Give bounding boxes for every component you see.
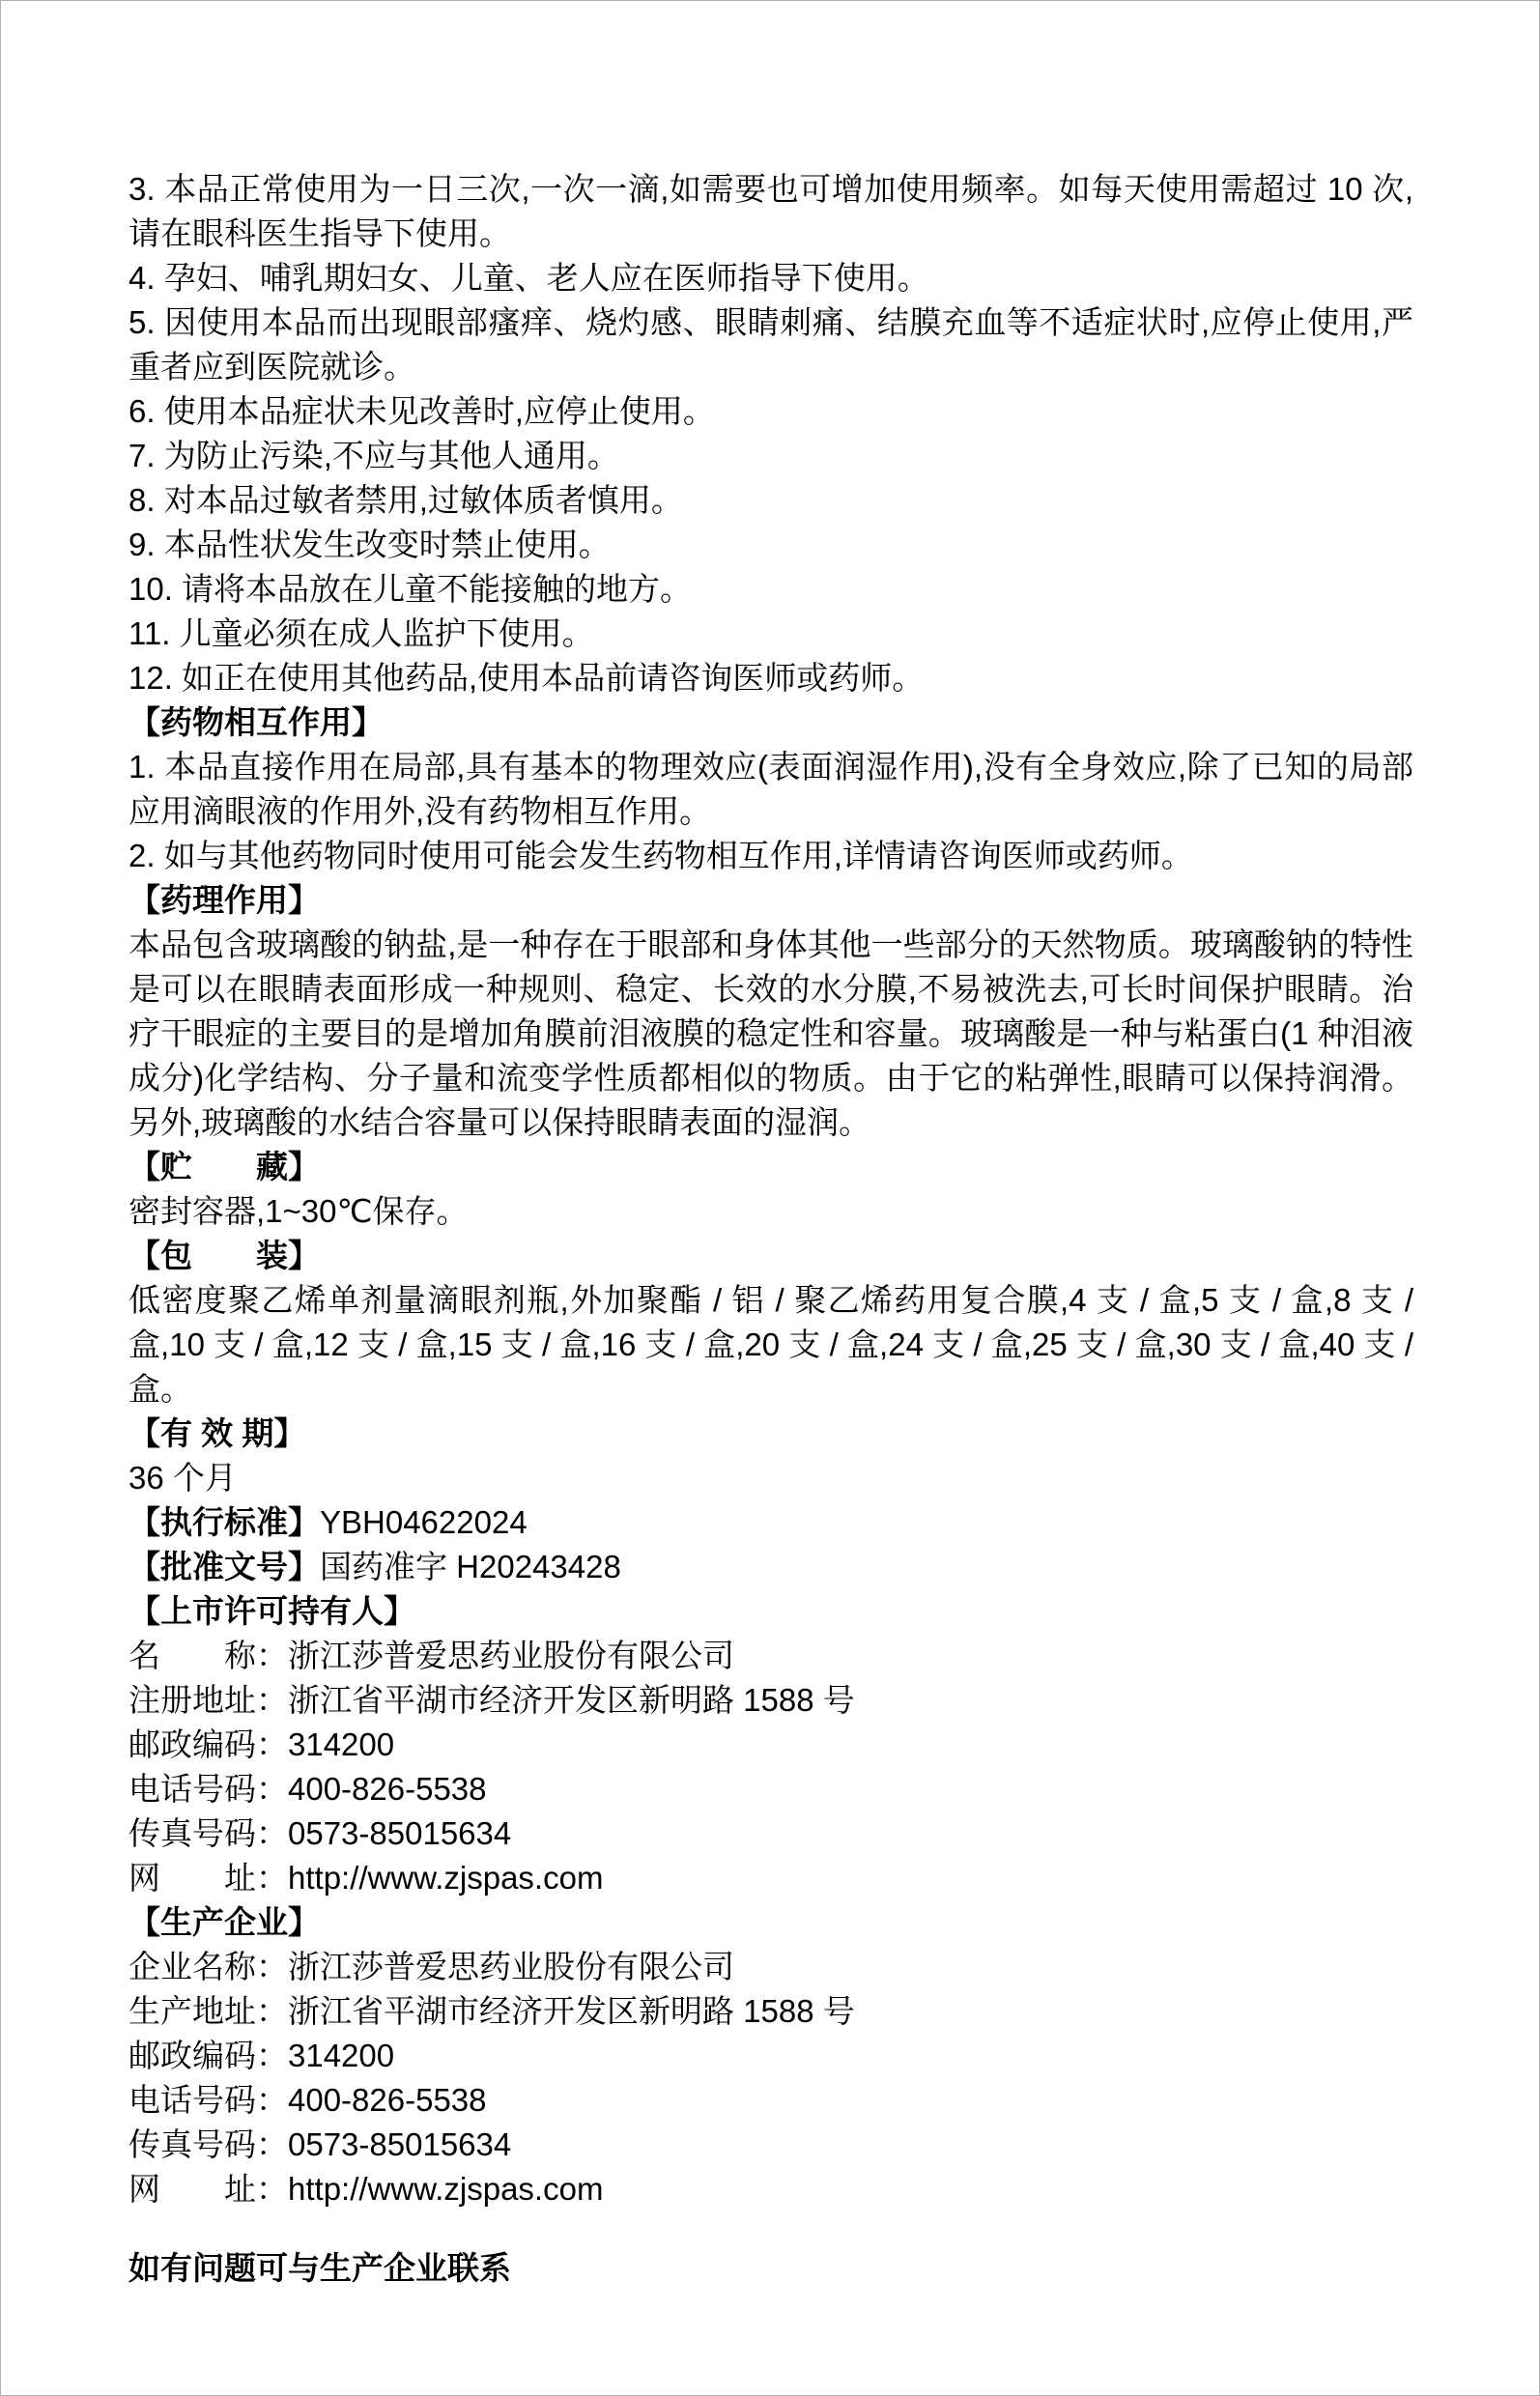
paragraph: 邮政编码：314200 (128, 1726, 395, 1762)
paragraph: 注册地址：浙江省平湖市经济开发区新明路 1588 号 (128, 1682, 855, 1718)
paragraph: 2. 如与其他药物同时使用可能会发生药物相互作用,详情请咨询医师或药师。 (128, 838, 1193, 873)
leaflet-content (128, 167, 1413, 2291)
paragraph: 电话号码：400-826-5538 (128, 2082, 487, 2118)
paragraph: 12. 如正在使用其他药品,使用本品前请咨询医师或药师。 (128, 660, 925, 696)
labeled-field (128, 1545, 1413, 1589)
paragraph: 企业名称：浙江莎普爱思药业股份有限公司 (128, 1949, 734, 1984)
paragraph: 网 址：http://www.zjspas.com (128, 1860, 604, 1896)
field-label: 【批准文号】 (128, 1549, 320, 1584)
field-value: 国药准字 H20243428 (320, 1549, 621, 1584)
paragraph: 本品包含玻璃酸的钠盐,是一种存在于眼部和身体其他一些部分的天然物质。玻璃酸钠的特性是可以在眼睛表面形成一种规则、稳定、长效的水分膜,不易被洗去,可长时间保护眼睛。治疗干眼症的主要目的是增加角膜前泪液膜的稳定性和容量。玻璃酸是一种与粘蛋白(1 种泪液成分)化学结构、分子量和流变学性质都相似的物质。由于它的粘弹性,眼睛可以保持润滑。另外,玻璃酸的水结合容量可以保持眼睛表面的湿润。 (128, 927, 1413, 1140)
paragraph: 密封容器,1~30℃保存。 (128, 1193, 469, 1229)
paragraph: 电话号码：400-826-5538 (128, 1771, 487, 1807)
paragraph: 网 址：http://www.zjspas.com (128, 2171, 604, 2207)
paragraph: 11. 儿童必须在成人监护下使用。 (128, 615, 594, 651)
paragraph: 10. 请将本品放在儿童不能接触的地方。 (128, 571, 693, 607)
section-heading: 【包 装】 (128, 1238, 320, 1273)
paragraph: 9. 本品性状发生改变时禁止使用。 (128, 527, 611, 562)
section-heading: 【药物相互作用】 (128, 704, 384, 740)
section-heading: 【药理作用】 (128, 882, 320, 918)
contact-manufacturer-note: 如有问题可与生产企业联系 (128, 2250, 511, 2286)
paragraph: 名 称：浙江莎普爱思药业股份有限公司 (128, 1638, 734, 1673)
paragraph: 4. 孕妇、哺乳期妇女、儿童、老人应在医师指导下使用。 (128, 260, 929, 296)
field-value: YBH04622024 (320, 1504, 528, 1540)
section-heading: 【生产企业】 (128, 1904, 320, 1940)
paragraph: 36 个月 (128, 1460, 237, 1496)
paragraph: 8. 对本品过敏者禁用,过敏体质者慎用。 (128, 482, 683, 518)
paragraph: 低密度聚乙烯单剂量滴眼剂瓶,外加聚酯 / 铝 / 聚乙烯药用复合膜,4 支 / 盒,5 支 / 盒,8 支 / 盒,10 支 / 盒,12 支 / 盒,15 支 / 盒,16 支 / 盒,20 支 / 盒,24 支 / 盒,25 支 / 盒,30 支 / 盒,40 支 / 盒。 (128, 1282, 1413, 1407)
paragraph: 3. 本品正常使用为一日三次,一次一滴,如需要也可增加使用频率。如每天使用需超过 10 次,请在眼科医生指导下使用。 (128, 171, 1413, 251)
paragraph: 传真号码：0573-85015634 (128, 2126, 512, 2162)
field-label: 【执行标准】 (128, 1504, 320, 1540)
paragraph: 1. 本品直接作用在局部,具有基本的物理效应(表面润湿作用),没有全身效应,除了已知的局部应用滴眼液的作用外,没有药物相互作用。 (128, 749, 1413, 829)
labeled-field (128, 1500, 1413, 1545)
section-heading: 【贮 藏】 (128, 1149, 320, 1184)
paragraph: 传真号码：0573-85015634 (128, 1815, 512, 1851)
paragraph: 7. 为防止污染,不应与其他人通用。 (128, 438, 619, 473)
section-heading: 【有 效 期】 (128, 1415, 306, 1451)
paragraph: 邮政编码：314200 (128, 2038, 395, 2073)
paragraph: 生产地址：浙江省平湖市经济开发区新明路 1588 号 (128, 1993, 855, 2029)
paragraph: 6. 使用本品症状未见改善时,应停止使用。 (128, 393, 715, 429)
section-heading: 【上市许可持有人】 (128, 1593, 415, 1629)
paragraph: 5. 因使用本品而出现眼部瘙痒、烧灼感、眼睛刺痛、结膜充血等不适症状时,应停止使用,严重者应到医院就诊。 (128, 304, 1413, 385)
